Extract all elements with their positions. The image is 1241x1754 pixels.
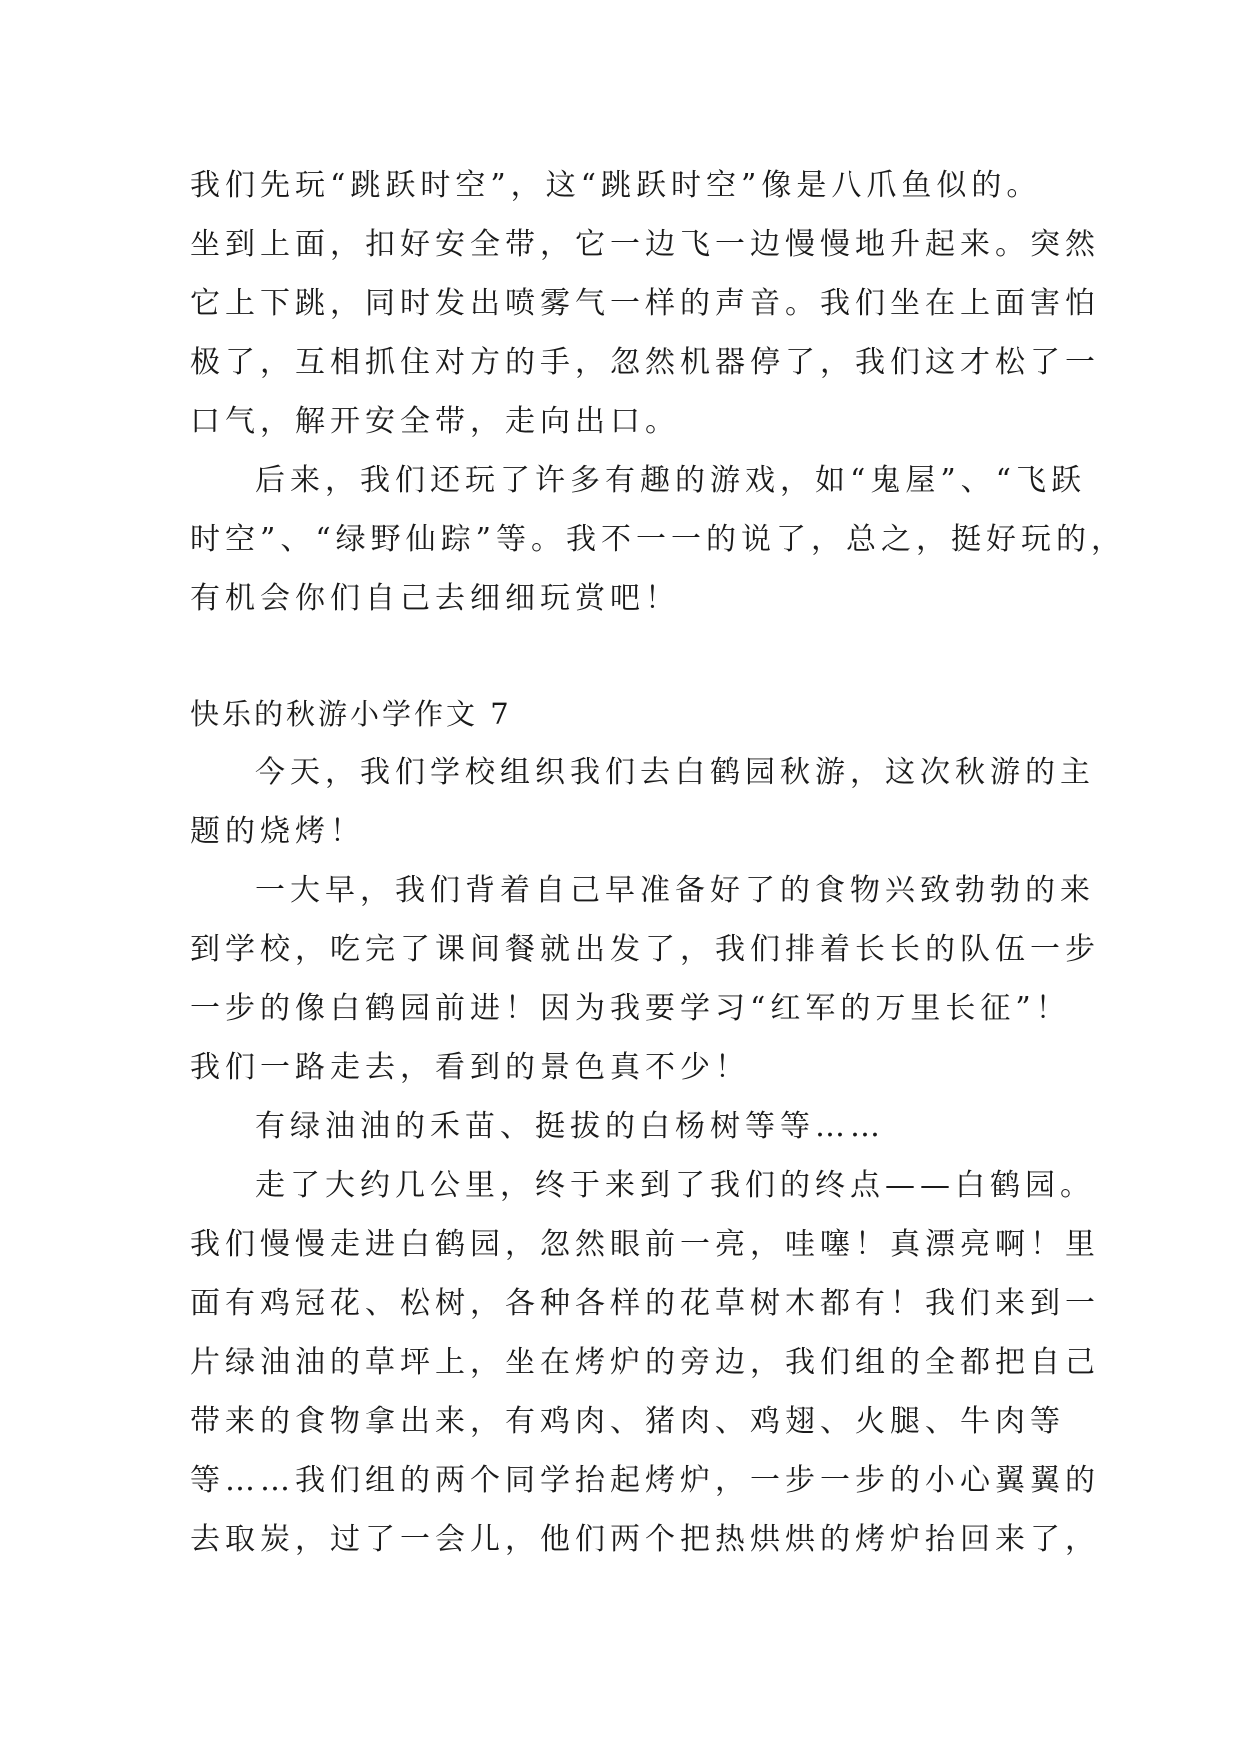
- text-line: 我们先玩“跳跃时空”，这“跳跃时空”像是八爪鱼似的。: [190, 168, 1042, 203]
- text-line: 后来，我们还玩了许多有趣的游戏，如“鬼屋”、“飞跃: [255, 463, 1087, 498]
- text-line: 有绿油油的禾苗、挺拔的白杨树等等……: [255, 1109, 885, 1144]
- text-line: 到学校，吃完了课间餐就出发了，我们排着长长的队伍一步: [190, 932, 1100, 967]
- text-line: 带来的食物拿出来，有鸡肉、猪肉、鸡翅、火腿、牛肉等: [190, 1404, 1065, 1439]
- text-line: 一大早，我们背着自己早准备好了的食物兴致勃勃的来: [255, 873, 1095, 908]
- text-line: 题的烧烤！: [190, 814, 365, 849]
- text-line: 有机会你们自己去细细玩赏吧！: [190, 581, 680, 616]
- text-line: 走了大约几公里，终于来到了我们的终点——白鹤园。: [255, 1168, 1095, 1203]
- text-line: 今天，我们学校组织我们去白鹤园秋游，这次秋游的主: [255, 755, 1095, 790]
- section-title: 快乐的秋游小学作文 7: [190, 697, 512, 731]
- text-line: 面有鸡冠花、松树，各种各样的花草树木都有！我们来到一: [190, 1286, 1100, 1321]
- text-line: 片绿油油的草坪上，坐在烤炉的旁边，我们组的全都把自己: [190, 1345, 1100, 1380]
- text-line: 一步的像白鹤园前进！因为我要学习“红军的万里长征”！: [190, 991, 1071, 1026]
- text-line: 等……我们组的两个同学抬起烤炉，一步一步的小心翼翼的: [190, 1463, 1100, 1498]
- text-line: 口气，解开安全带，走向出口。: [190, 404, 680, 439]
- text-line: 我们慢慢走进白鹤园，忽然眼前一亮，哇噻！真漂亮啊！里: [190, 1227, 1100, 1262]
- text-line: 极了，互相抓住对方的手，忽然机器停了，我们这才松了一: [190, 345, 1100, 380]
- text-line: 时空”、“绿野仙踪”等。我不一一的说了，总之，挺好玩的，: [190, 522, 1127, 557]
- text-line: 坐到上面，扣好安全带，它一边飞一边慢慢地升起来。突然: [190, 227, 1100, 262]
- text-line: 我们一路走去，看到的景色真不少！: [190, 1050, 750, 1085]
- text-line: 它上下跳，同时发出喷雾气一样的声音。我们坐在上面害怕: [190, 286, 1100, 321]
- text-line: 去取炭，过了一会儿，他们两个把热烘烘的烤炉抬回来了，: [190, 1522, 1100, 1557]
